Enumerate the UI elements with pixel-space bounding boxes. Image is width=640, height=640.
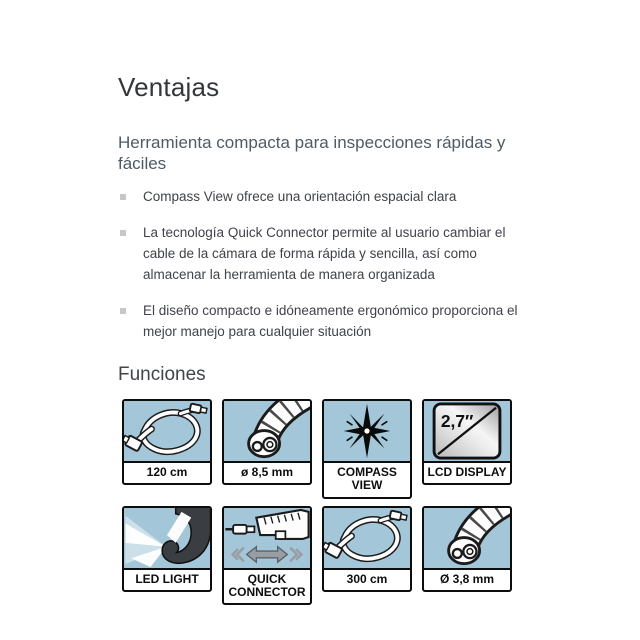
bullet-square-icon [120, 308, 126, 314]
list-item [118, 187, 536, 208]
feature-tile-lcd-display [422, 399, 512, 485]
feature-tile-quick-connector [222, 506, 312, 606]
compass-icon [324, 401, 410, 463]
bullet-text: El diseño compacto e idóneamente ergonómico proporciona el mejor manejo para cualquier situación [143, 302, 518, 339]
cable-coil-icon [124, 401, 210, 463]
feature-label: QUICK CONNECTOR [228, 571, 306, 599]
feature-label: LED LIGHT [135, 571, 199, 586]
advantages-list [118, 187, 536, 343]
feature-label: LCD DISPLAY [427, 464, 507, 479]
lcd-size-text: 2,7″ [440, 410, 474, 431]
feature-tile-led-light [122, 506, 212, 592]
bullet-square-icon [120, 230, 126, 236]
bullet-square-icon [120, 194, 126, 200]
section-subtitle: Herramienta compacta para inspecciones rápidas y fáciles [118, 133, 506, 174]
feature-tile-camera-diameter-38 [422, 506, 512, 592]
led-light-icon [124, 508, 210, 570]
feature-label: ø 8,5 mm [240, 464, 294, 479]
feature-tile-camera-diameter-85 [222, 399, 312, 485]
feature-tile-cable-length-300 [322, 506, 412, 592]
feature-tile-cable-length [122, 399, 212, 485]
list-item [118, 223, 536, 286]
functions-heading: Funciones [118, 363, 206, 385]
bullet-text: Compass View ofrece una orientación espacial clara [143, 189, 457, 205]
feature-label: 300 cm [346, 571, 388, 586]
list-item [118, 301, 536, 343]
feature-label: COMPASS VIEW [337, 464, 397, 493]
camera-probe-icon [224, 401, 310, 463]
feature-label: 120 cm [146, 464, 188, 479]
features-grid [122, 399, 538, 606]
feature-label: Ø 3,8 mm [439, 571, 495, 586]
cable-coil-icon [324, 508, 410, 570]
feature-tile-compass-view [322, 399, 412, 499]
bullet-text: La tecnología Quick Connector permite al usuario cambiar el cable de la cámara de forma rápida y sencilla, así como almacenar la herramienta de manera organizada [143, 225, 506, 282]
quick-connector-icon [224, 508, 310, 570]
lcd-display-icon [424, 401, 510, 463]
main-content [118, 72, 538, 605]
page-title: Ventajas [118, 72, 220, 102]
camera-probe-icon [424, 508, 510, 570]
